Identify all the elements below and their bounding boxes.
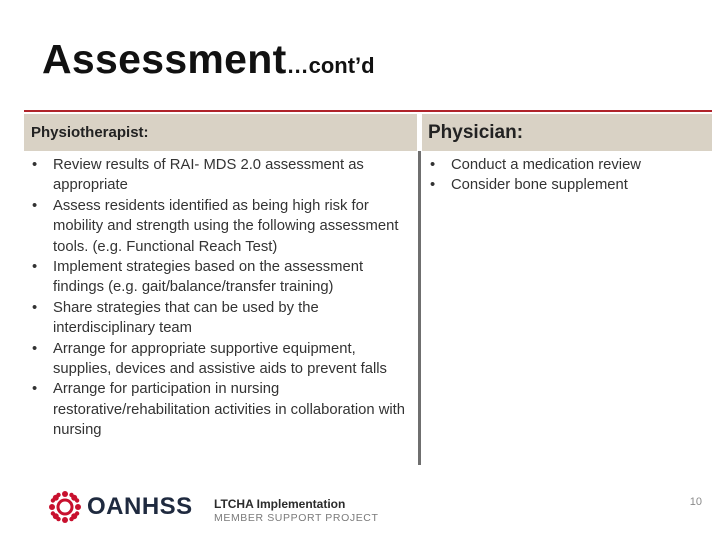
- physician-header: [422, 114, 712, 151]
- title-accent-line: [24, 110, 712, 112]
- list-item-text: Arrange for appropriate supportive equipment, supplies, devices and assistive aids to prevent falls: [53, 340, 387, 378]
- list-item: [30, 196, 414, 257]
- physician-header-label: Physician:: [428, 121, 524, 143]
- footer-logo: [48, 490, 193, 524]
- project-label: [214, 497, 379, 525]
- list-item: [428, 175, 712, 195]
- physician-list: [428, 155, 712, 196]
- list-item-text: Consider bone supplement: [451, 177, 628, 194]
- slide-title: [42, 36, 375, 83]
- list-item-text: Implement strategies based on the assessment findings (e.g. gait/balance/transfer training): [53, 259, 364, 296]
- bullet-icon: •: [32, 381, 38, 398]
- project-line-1: LTCHA Implementation: [214, 497, 346, 511]
- bullet-icon: •: [430, 157, 436, 173]
- bullet-icon: •: [32, 299, 38, 316]
- bullet-icon: •: [430, 177, 436, 194]
- bullet-icon: •: [32, 197, 38, 214]
- list-item: [30, 155, 414, 196]
- bullet-icon: •: [32, 340, 38, 357]
- brand-name: OANHSS: [87, 493, 193, 520]
- project-line-2: MEMBER SUPPORT PROJECT: [214, 512, 379, 524]
- oanhss-logo-icon: [48, 490, 82, 524]
- physiotherapist-list: [30, 155, 414, 441]
- column-divider: [418, 151, 421, 465]
- list-item-text: Share strategies that can be used by the interdisciplinary team: [53, 299, 319, 337]
- list-item-text: Assess residents identified as being high risk for mobility and strength using the following assessment tools. (e.g. Functional Reach Test): [53, 197, 399, 255]
- bullet-icon: •: [32, 157, 38, 173]
- list-item-text: Review results of RAI- MDS 2.0 assessment as appropriate: [53, 157, 364, 194]
- list-item-text: Conduct a medication review: [451, 157, 641, 173]
- page-number: 10: [689, 496, 702, 508]
- physiotherapist-header: [24, 114, 417, 151]
- title-sub: …cont’d: [286, 53, 375, 78]
- list-item: [30, 379, 414, 440]
- list-item: [30, 339, 414, 380]
- list-item: [30, 298, 414, 339]
- physiotherapist-header-label: Physiotherapist:: [31, 124, 149, 141]
- title-main: Assessment: [42, 36, 287, 82]
- list-item-text: Arrange for participation in nursing restorative/rehabilitation activities in collaboration with nursing: [53, 381, 406, 439]
- bullet-icon: •: [32, 259, 38, 276]
- list-item: [30, 257, 414, 298]
- list-item: [428, 155, 712, 175]
